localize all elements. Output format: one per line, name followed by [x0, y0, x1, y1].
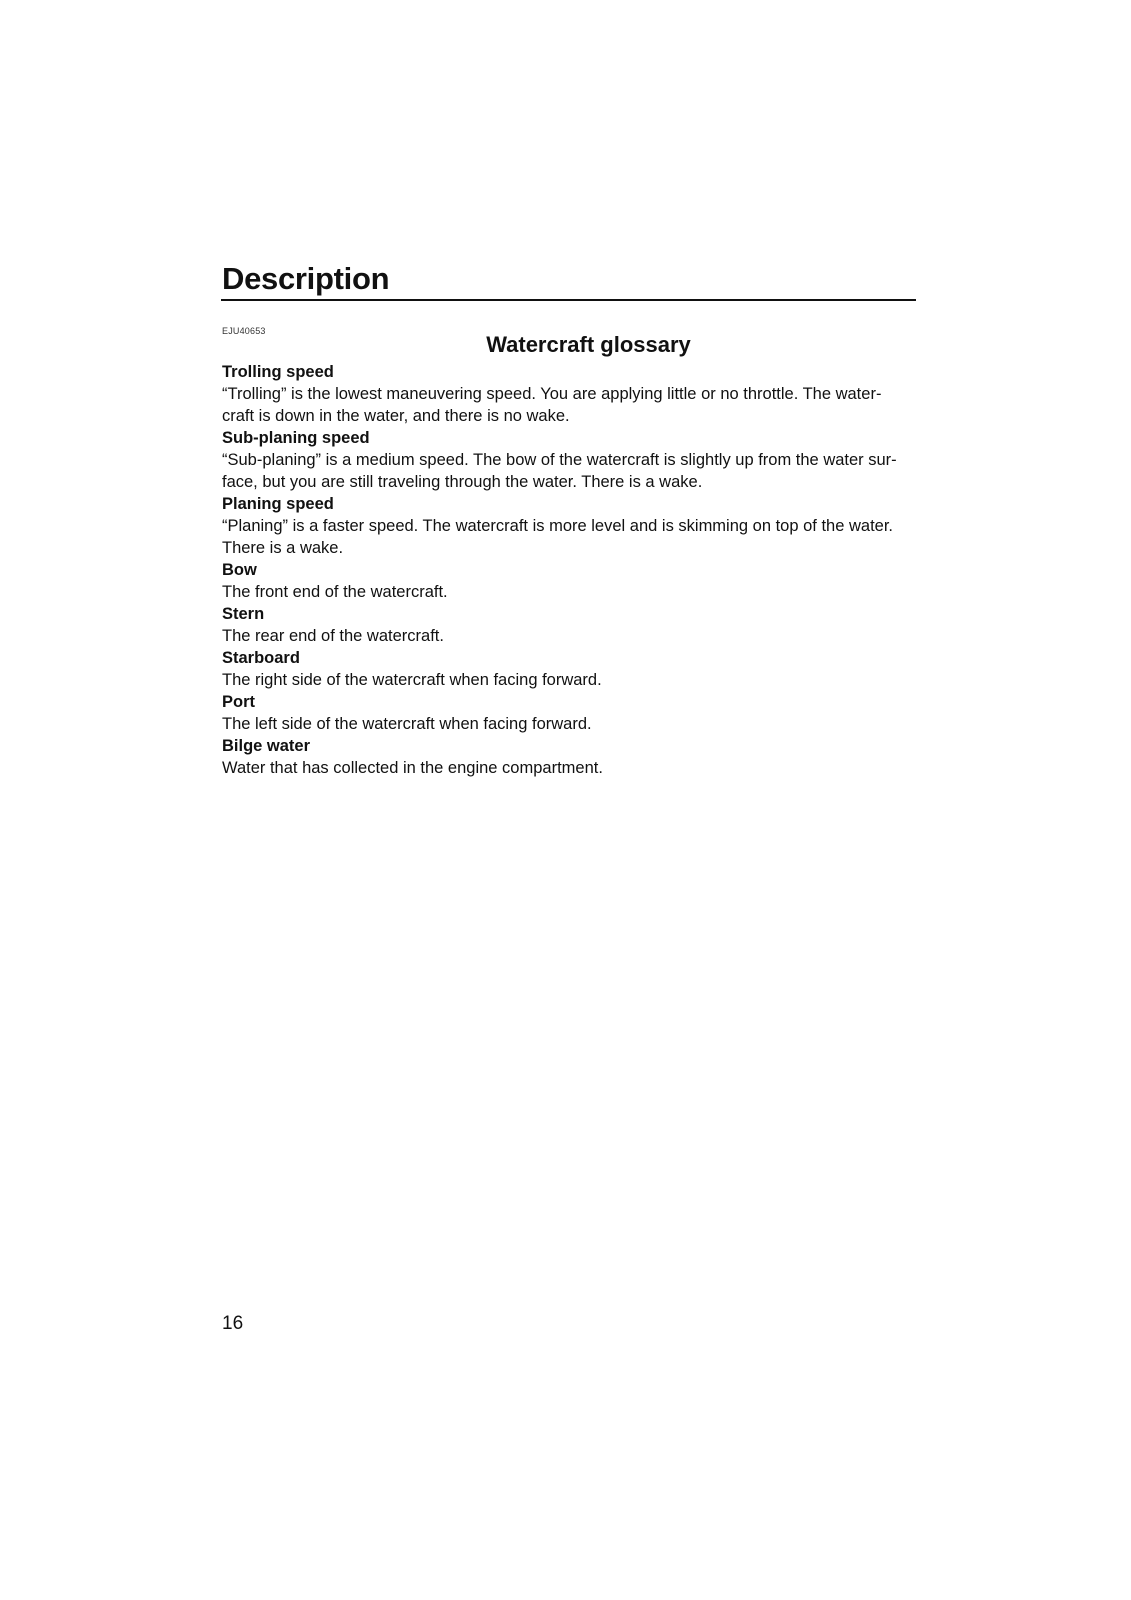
- glossary-definition: Water that has collected in the engine compartment.: [222, 759, 603, 777]
- glossary-entry: [222, 647, 916, 691]
- glossary-term: Trolling speed: [222, 363, 334, 381]
- glossary-definition: The right side of the watercraft when facing forward.: [222, 671, 602, 689]
- glossary-entry: [222, 691, 916, 735]
- glossary-term: Port: [222, 693, 255, 711]
- glossary-entry: [222, 735, 916, 779]
- section-heading: Description: [222, 261, 390, 296]
- glossary-entry: [222, 427, 916, 493]
- glossary-term: Sub-planing speed: [222, 429, 370, 447]
- glossary-definition: “Trolling” is the lowest maneuvering speed. You are applying little or no throttle. The water- craft is down in the water, and there is no wake.: [222, 385, 882, 425]
- document-code: EJU40653: [222, 326, 266, 336]
- glossary-definition: The rear end of the watercraft.: [222, 627, 444, 645]
- glossary-entry: [222, 493, 916, 559]
- glossary-list: [222, 361, 916, 779]
- glossary-term: Bow: [222, 561, 257, 579]
- glossary-term: Bilge water: [222, 737, 311, 755]
- page-title: [221, 331, 916, 359]
- glossary-entry: [222, 361, 916, 427]
- glossary-definition: The front end of the watercraft.: [222, 583, 448, 601]
- glossary-definition: The left side of the watercraft when facing forward.: [222, 715, 592, 733]
- glossary-term: Stern: [222, 605, 265, 623]
- glossary-definition: “Planing” is a faster speed. The watercraft is more level and is skimming on top of the water. There is a wake.: [222, 517, 894, 557]
- glossary-term: Planing speed: [222, 495, 334, 513]
- page-title-text: Watercraft glossary: [486, 332, 691, 357]
- glossary-entry: [222, 559, 916, 603]
- section-divider: [221, 299, 916, 301]
- glossary-definition: “Sub-planing” is a medium speed. The bow of the watercraft is slightly up from the water sur- face, but you are still traveling through the water. There is a wake.: [222, 451, 897, 491]
- page-number: 16: [222, 1313, 244, 1334]
- glossary-term: Starboard: [222, 649, 300, 667]
- glossary-entry: [222, 603, 916, 647]
